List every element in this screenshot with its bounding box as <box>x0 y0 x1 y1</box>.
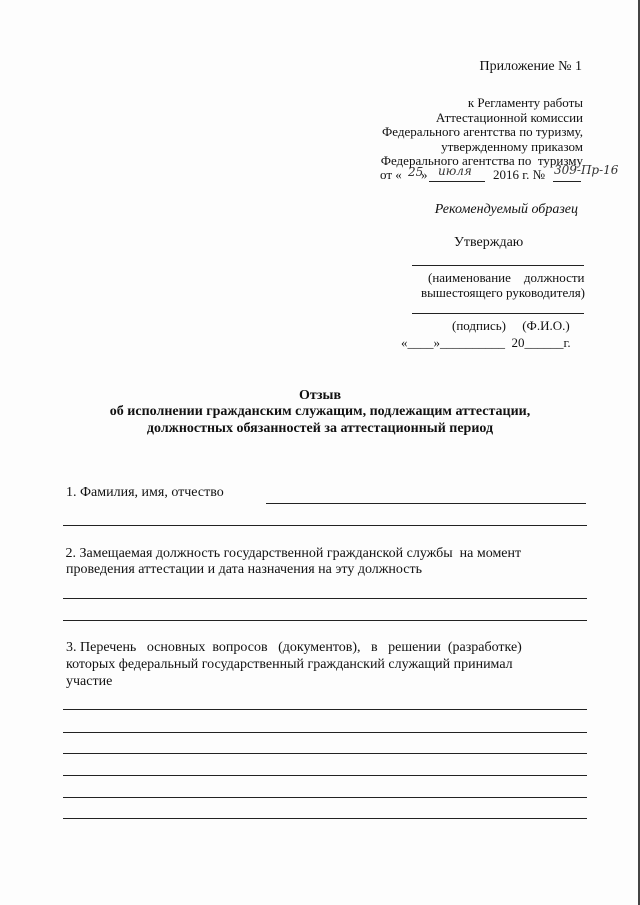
item-3-field-line <box>63 732 587 733</box>
item-2-label: 2. Замещаемая должность государственной гражданской службы на момент <box>62 546 522 561</box>
header-line: к Регламенту работы <box>467 95 583 110</box>
item-2-field-line <box>63 598 587 599</box>
document-subtitle: должностных обязанностей за аттестационный период <box>146 421 494 436</box>
signature-line <box>412 313 584 314</box>
item-1-label: 1. Фамилия, имя, отчество <box>66 485 224 500</box>
position-note: вышестоящего руководителя) <box>421 285 586 300</box>
recommended-sample: Рекомендуемый образец <box>434 202 578 217</box>
item-3-field-line <box>63 818 587 819</box>
appendix-number: Приложение № 1 <box>479 59 582 74</box>
date-month-handwritten: июля <box>438 164 472 178</box>
item-3-field-line <box>63 797 587 798</box>
document-subtitle: об исполнении гражданским служащим, подлежащим аттестации, <box>109 404 531 419</box>
signature-note: (подпись) (Ф.И.О.) <box>452 318 570 333</box>
item-3-label: 3. Перечень основных вопросов (документов), в решении (разработке) <box>66 640 522 655</box>
approver-position-line <box>412 265 584 266</box>
header-line: Федерального агентства по туризму, <box>381 124 583 139</box>
item-3-field-line <box>63 753 587 754</box>
approval-date-template: «____»__________ 20______г. <box>401 335 571 350</box>
approve-label: Утверждаю <box>454 235 524 250</box>
document-title: Отзыв <box>298 388 342 403</box>
position-note: (наименование должности <box>428 270 585 285</box>
header-line: утвержденному приказом <box>441 139 583 154</box>
item-2-field-line <box>63 620 587 621</box>
item-1-field-line <box>63 525 587 526</box>
header-line: Аттестационной комиссии <box>435 110 583 125</box>
item-2-label: проведения аттестации и дата назначения на эту должность <box>66 562 422 577</box>
date-quote: » <box>421 167 428 182</box>
order-number-handwritten: 309-Пр-16 <box>554 163 619 177</box>
item-1-field-line <box>266 503 586 504</box>
item-3-field-line <box>63 709 587 710</box>
date-day-handwritten: 25 <box>408 165 424 179</box>
item-3-label: которых федеральный государственный гражданский служащий принимал <box>66 657 513 672</box>
date-prefix: от « <box>380 167 402 182</box>
order-date-line <box>380 163 620 186</box>
date-year-number-label: 2016 г. № <box>493 167 546 182</box>
header-line: Федерального агентства по туризму <box>380 153 583 168</box>
item-3-field-line <box>63 775 587 776</box>
item-3-label: участие <box>66 674 113 689</box>
